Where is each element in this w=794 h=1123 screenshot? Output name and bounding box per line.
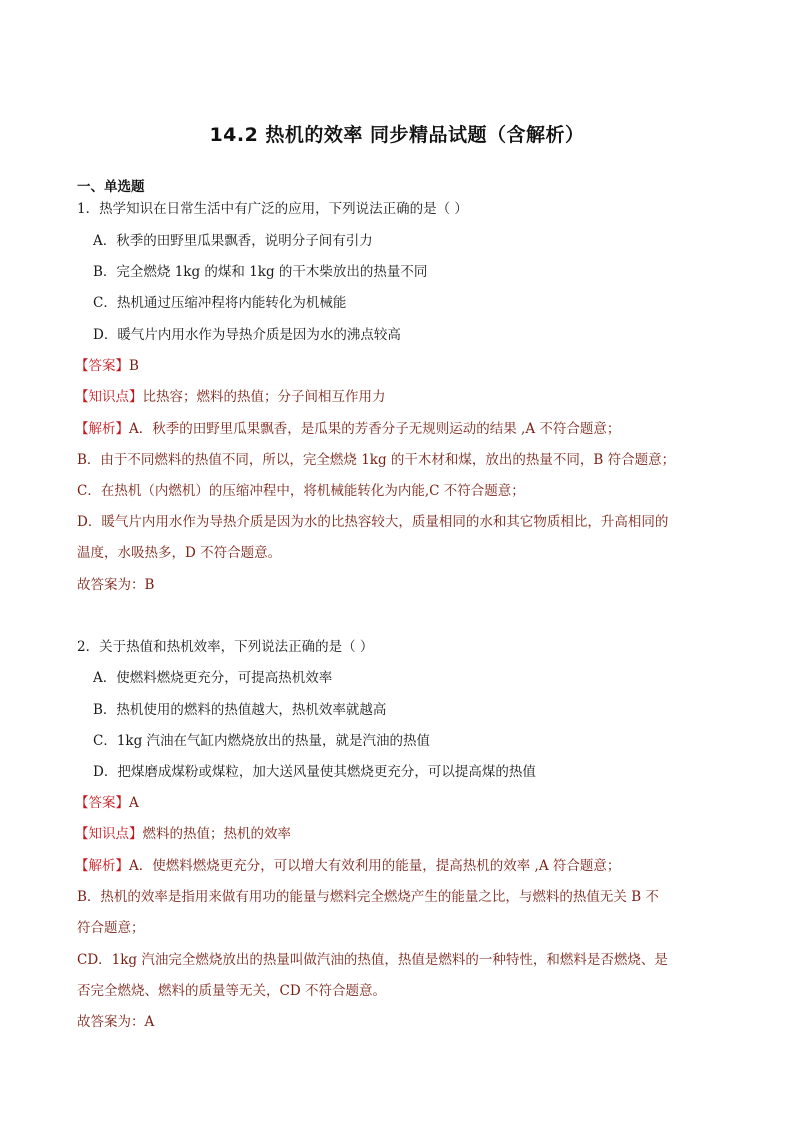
- q2-option-c: C．1kg 汽油在气缸内燃烧放出的热量，就是汽油的热值: [93, 733, 431, 749]
- q2-stem: 2．关于热值和热机效率，下列说法正确的是（ ）: [77, 639, 374, 655]
- q1-option-c: C．热机通过压缩冲程将内能转化为机械能: [93, 295, 347, 311]
- analysis-line: A．使燃料燃烧更充分，可以增大有效利用的能量，提高热机的效率 ,A 符合题意；: [129, 858, 621, 874]
- q2-analysis-line: 否完全燃烧、燃料的质量等无关，CD 不符合题意。: [77, 983, 386, 999]
- q1-analysis-line: C．在热机（内燃机）的压缩冲程中，将机械能转化为内能,C 不符合题意；: [77, 483, 525, 499]
- q2-knowledge: [75, 824, 291, 844]
- analysis-line: A．秋季的田野里瓜果飘香，是瓜果的芳香分子无规则运动的结果 ,A 不符合题意；: [129, 421, 621, 437]
- q1-answer: [75, 356, 139, 376]
- knowledge-tag: 【知识点】: [75, 389, 143, 405]
- answer-value: A: [129, 795, 139, 811]
- q1-analysis-line: B．由于不同燃料的热值不同，所以，完全燃烧 1kg 的干木材和煤，放出的热量不同，B 符合题意；: [77, 452, 676, 468]
- page-title: 14.2 热机的效率 同步精品试题（含解析）: [209, 124, 585, 146]
- q1-analysis-line: D．暖气片内用水作为导热介质是因为水的比热容较大，质量相同的水和其它物质相比，升高相同的: [77, 514, 669, 530]
- q2-analysis-line: B．热机的效率是指用来做有用功的能量与燃料完全燃烧产生的能量之比，与燃料的热值无关 B 不: [77, 889, 659, 905]
- answer-tag: 【答案】: [75, 795, 129, 811]
- q2-analysis-first: [75, 856, 620, 876]
- analysis-tag: 【解析】: [75, 421, 129, 437]
- q1-option-b: B．完全燃烧 1kg 的煤和 1kg 的干木柴放出的热量不同: [93, 264, 428, 280]
- q2-option-b: B．热机使用的燃料的热值越大，热机效率就越高: [93, 702, 387, 718]
- q2-analysis-line: 符合题意；: [77, 920, 145, 936]
- knowledge-value: 比热容；燃料的热值；分子间相互作用力: [142, 389, 386, 405]
- q2-final-answer: 故答案为：A: [77, 1014, 155, 1030]
- q1-analysis-first: [75, 419, 620, 439]
- answer-tag: 【答案】: [75, 358, 129, 374]
- section-heading: 一、单选题: [77, 179, 145, 195]
- q1-final-answer: 故答案为：B: [77, 577, 155, 593]
- q2-option-d: D．把煤磨成煤粉或煤粒，加大送风量使其燃烧更充分，可以提高煤的热值: [93, 764, 536, 780]
- knowledge-tag: 【知识点】: [75, 826, 143, 842]
- q1-option-d: D．暖气片内用水作为导热介质是因为水的沸点较高: [93, 327, 401, 343]
- q2-answer: [75, 793, 139, 813]
- q1-stem: 1．热学知识在日常生活中有广泛的应用，下列说法正确的是（ ）: [77, 201, 468, 217]
- knowledge-value: 燃料的热值；热机的效率: [142, 826, 291, 842]
- q2-option-a: A．使燃料燃烧更充分，可提高热机效率: [93, 670, 333, 686]
- answer-value: B: [129, 358, 139, 374]
- q1-option-a: A．秋季的田野里瓜果飘香，说明分子间有引力: [93, 233, 373, 249]
- q2-analysis-line: CD．1kg 汽油完全燃烧放出的热量叫做汽油的热值，热值是燃料的一种特性，和燃料是否燃烧、是: [77, 952, 668, 968]
- q1-knowledge: [75, 387, 386, 407]
- analysis-tag: 【解析】: [75, 858, 129, 874]
- q1-analysis-line: 温度，水吸热多，D 不符合题意。: [77, 545, 282, 561]
